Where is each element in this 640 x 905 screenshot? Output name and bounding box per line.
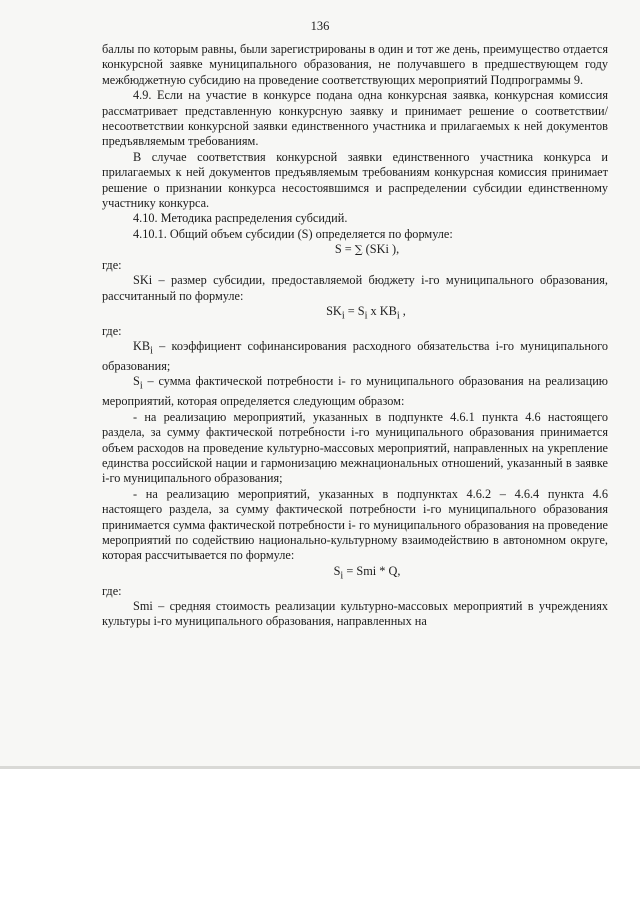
formula-rhs: (SKi ), [362, 242, 400, 257]
formula-si: $S_i$ = Smi * Q, [333, 563, 401, 582]
scan-edge [0, 766, 640, 769]
paragraph-single-participant: В случае соответствия конкурсной заявки единственного участника конкурса и прилагаемых к ней документов предъявляемым требованиям конкурсная комиссия принимает решение о признании конкурса несостоявшимся и распределении субсидии единственному участнику конкурса. [102, 149, 608, 211]
section-heading-4-10: 4.10. Методика распределения субсидий. [133, 211, 348, 226]
definition-kbi: $KB_i$ – коэффициент софинансирования расходного обязательства i-го муниципального образования; [102, 339, 608, 374]
where-label: где: [102, 257, 122, 272]
where-label: где: [102, 323, 122, 338]
page-number: 136 [310, 19, 330, 33]
document-body [102, 42, 608, 630]
formula-ski: $SK_i = S_i$ х $KB_i$ , [326, 303, 406, 322]
paragraph-4-9: 4.9. Если на участие в конкурсе подана одна конкурсная заявка, конкурсная комиссия рассматривает представленную конкурсную заявку и принимает решение о соответствии/несоответствии конкурсной заявки единственного участника и прилагаемых к ней документов предъявляемым требованиям. [102, 88, 608, 149]
definition-si: $S_i$ – сумма фактической потребности i- го муниципального образования на реализацию мероприятий, которая определяется следующим образом: [102, 374, 608, 409]
list-item-4-6-2: - на реализацию мероприятий, указанных в подпунктах 4.6.2 – 4.6.4 пункта 4.6 настоящего раздела, за сумму фактической потребности i-го муниципального образования принимается сумма фактической потребности i- го муниципального образования на проведение мероприятий по содействию национально-культурному взаимодействию в автономном округе, которая рассчитывается по формуле: [102, 486, 608, 563]
definition-smi: Smi – средняя стоимость реализации культурно-массовых мероприятий в учреждениях культуры i-го муниципального образования, направленных на [102, 599, 608, 629]
where-label: где: [102, 583, 122, 598]
sum-sign: ∑ [354, 243, 363, 257]
formula-lhs: S = [334, 242, 355, 257]
definition-ski: SKi – размер субсидии, предоставляемой бюджету i-го муниципального образования, рассчитанный по формуле: [102, 273, 608, 303]
formula-total-subsidy [102, 242, 608, 257]
paragraph-continuation: баллы по которым равны, были зарегистрированы в один и тот же день, преимущество отдается конкурсной заявке муниципального образования, не получавшего в предшествующем году межбюджетную субсидию на проведение соответствующих мероприятий Подпрограммы 9. [102, 42, 608, 87]
list-item-4-6-1: - на реализацию мероприятий, указанных в подпункте 4.6.1 пункта 4.6 настоящего раздела, за сумму фактической потребности i-го муниципального образования принимается объем расходов на проведение культурно-массовых мероприятий, направленных на укрепление единства российской нации и гармонизацию межнациональных отношений, указанный в заявке i-го муниципального образования; [102, 409, 608, 486]
paragraph-4-10-1: 4.10.1. Общий объем субсидии (S) определяется по формуле: [133, 226, 453, 241]
